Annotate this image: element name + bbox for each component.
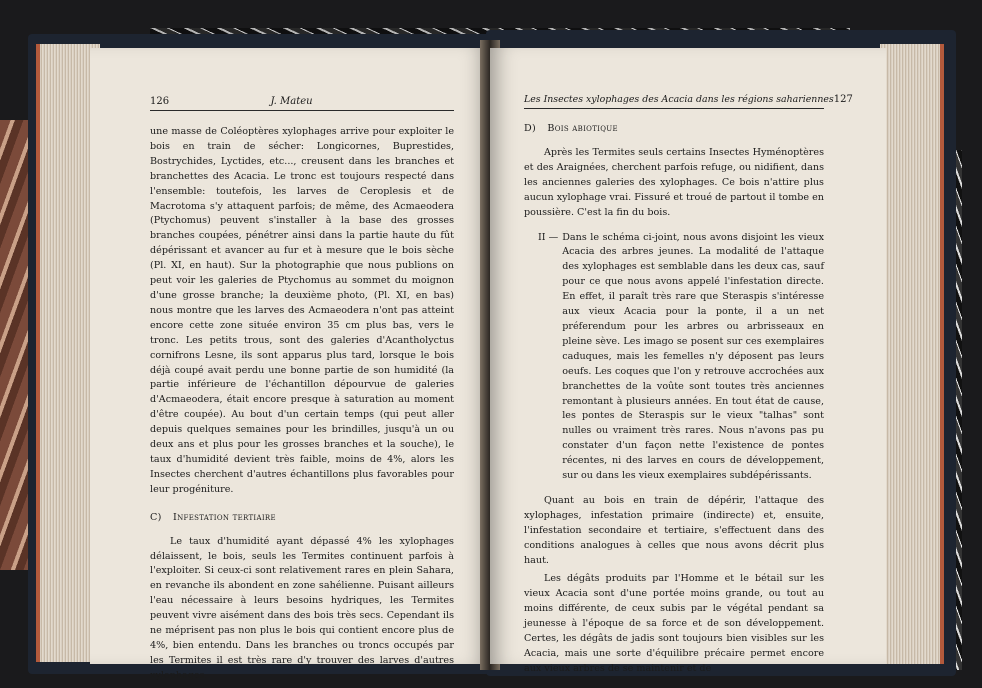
binding-left [0,120,30,570]
section-letter: C) [150,511,162,523]
running-header-right [524,94,853,109]
right-page [490,48,886,674]
section-title: Bois abiotique [547,123,618,134]
section-heading [524,123,824,134]
paragraph: Quant au bois en train de dépérir, l'attaque des xylophages, infestation primaire (indirecte) et, ensuite, l'infestation secondaire et tertiaire, s'effectuent dans des conditions analogues à celles que nous avons décrit plus haut. [524,494,824,566]
running-head-title: Les Insectes xylophages des Acacia dans les régions sahariennes [524,94,834,105]
page-edges-right [880,44,944,664]
numbered-item [524,231,824,484]
section-title: Infestation tertiaire [173,511,276,523]
left-page [90,48,488,681]
section-letter: D) [524,123,537,134]
paragraph: Les dégâts produits par l'Homme et le bétail sur les vieux Acacia sont d'une portée moins grande, ou tout au moins différente, de ceux subis par le végétal pendant sa jeunesse à l'époque de sa force et de son développement. Certes, les dégâts de jadis sont toujours bien visibles sur les Acacia, mais une sorte d'équilibre précaire permet encore aux vieux arbres de se maintenir et de [524,573,824,674]
running-head-author: J. Mateu [270,96,313,107]
running-header-left [150,96,454,111]
item-label: II — [538,231,559,243]
paragraph: Après les Termites seuls certains Insectes Hyménoptères et des Araignées, cherchent parfois refuge, ou nidifient, dans les anciennes galeries des xylophages. Ce bois n'attire plus aucun xylophage vrai. Fissuré et troué de partout il tombe en poussière. C'est la fin du bois. [524,147,824,218]
paragraph: une masse de Coléoptères xylophages arrive pour exploiter le bois en train de sécher: Longicornes, Buprestides, Bostrychides, Lyctides, etc..., creusent dans les branches et branchettes des Acacia. Le tronc est toujours respecté dans l'ensemble: toutefois, les larves de Ceroplesis et de Macrotoma s'y attaquent parfois; de même, des Acmaeodera (Ptychomus) peuvent s'installer à la base des grosses branches coupées, pénétrer ainsi dans la partie haute du fût dépérissant et avancer au fur et à mesure que le bois sèche (Pl. XI, en haut). Sur la photographie que nous publions on peut voir les galeries de Ptychomus au sommet du moignon d'une grosse branche; la deuxième photo, (Pl. XI, en bas) nous montre que les larves des Acmaeodera n'ont pas atteint encore cette zone située environ 35 cm plus bas, vers le tronc. Les petits trous, sont des galeries d'Acantholyctus cornifrons Lesne, ils sont apparus plus tard, lorsque le bois déjà coupé avait perdu une bonne partie de son humidité (la partie inférieure de l'échantillon dépourvue de galeries d'Acmaeodera, était encore presque à saturation au moment d'être coupée). Au bout d'un certain temps (qui peut aller depuis quelques semaines pour les brindilles, jusqu'à un ou deux ans et plus pour les grosses branches et la souche), le taux d'humidité devient très faible, moins de 4%, alors les Insectes cherchent d'autres échantillons plus favorables pour leur progéniture. [150,126,454,495]
section-heading [150,512,454,523]
paragraph: Le taux d'humidité ayant dépassé 4% les xylophages délaissent, le bois, seuls les Termites continuent parfois à l'exploiter. Si ceux-ci sont relativement rares en plein Sahara, en revanche ils abondent en zone sahélienne. Puisant ailleurs l'eau nécessaire à leurs besoins hydriques, les Termites peuvent vivre aisément dans des bois très secs. Cependant ils ne méprisent pas non plus le bois qui contient encore plus de 4%, bien entendu. Dans les branches ou troncs occupés par les Termites il est très rare d'y trouver des larves d'autres xylophages. [150,535,454,681]
page-number: 126 [150,96,170,107]
page-number: 127 [833,94,853,105]
item-text: Dans le schéma ci-joint, nous avons disjoint les vieux Acacia des arbres jeunes. La modalité de l'attaque des xylophages est semblable dans les deux cas, sauf pour ce que nous avons appelé l'infestation directe. En effet, il paraît très rare que Steraspis s'intéresse aux vieux Acacia pour la ponte, il a un net préferendum pour les arbres ou arbrisseaux en pleine sève. Les imago se posent sur ces exemplaires caduques, mais les femelles n'y déposent pas leurs oeufs. Les coques que l'on y retrouve accrochées aux branchettes de la voûte sont toutes très anciennes remontant à plusieurs années. En tout état de cause, les pontes de Steraspis sur le vieux "talhas" sont nulles ou vraiment très rares. Nous n'avons pas pu constater d'un façon nette l'existence de pontes récentes, ni des larves en cours de développement, sur ou dans les vieux exemplaires subdépérissants. [562,231,824,482]
